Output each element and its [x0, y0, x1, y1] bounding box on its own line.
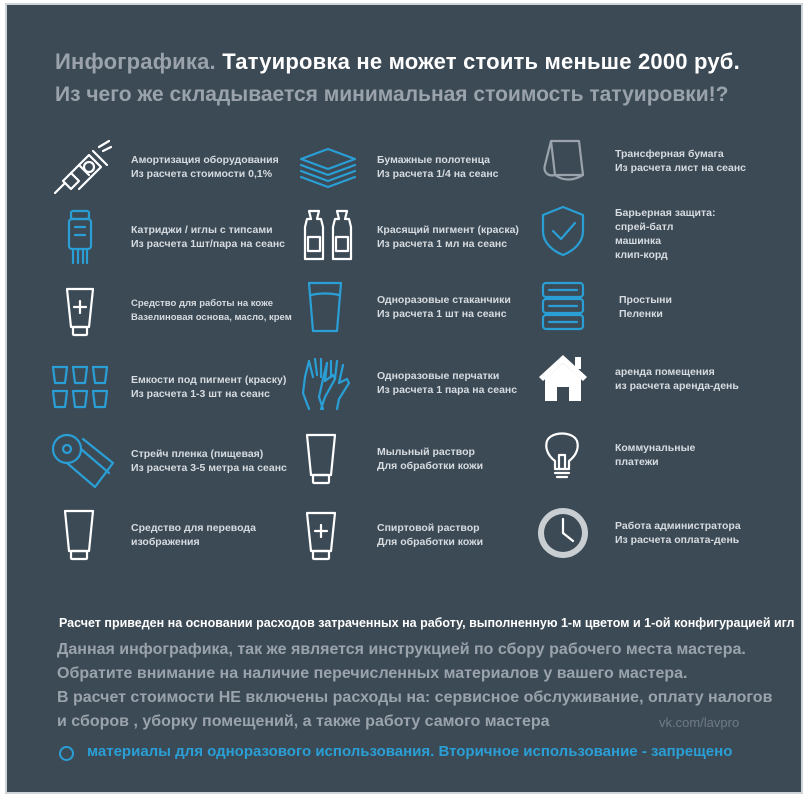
item-film: [49, 431, 304, 491]
shield-check-icon: [533, 201, 599, 261]
folded-sheets-icon: [533, 277, 599, 337]
paragraph-line: и сборов , уборку помещений, а также работу самого мастера: [57, 713, 550, 730]
item-barrier: [533, 201, 788, 267]
subtitle: Из чего же складывается минимальная стоимость татуировки!?: [55, 83, 729, 106]
item-text: Катриджи / иглы с типсами Из расчета 1шт/пара на сеанс: [131, 224, 286, 250]
item-towels: [295, 137, 550, 197]
item-text: Спиртовой раствор Для обработки кожи: [377, 522, 484, 548]
title-line: [55, 49, 740, 75]
paragraph-line: Данная инфографика, так же является инструкцией по сбору рабочего места мастера.: [57, 641, 746, 658]
item-text: Мыльный раствор Для обработки кожи: [377, 446, 484, 472]
ink-bottles-icon: [295, 207, 361, 267]
paper-towels-icon: [295, 137, 361, 197]
item-text: Трансферная бумага Из расчета лист на сеанс: [615, 148, 747, 174]
item-ink-caps: [49, 357, 304, 417]
item-gloves: [295, 353, 550, 413]
item-text: Средство для работы на коже Вазелиновая основа, масло, крем: [131, 298, 292, 323]
transfer-paper-icon: [533, 131, 599, 191]
cream-tube-icon: [49, 281, 115, 341]
legend-circle-icon: [59, 746, 74, 761]
item-text: Простыни Пеленки: [619, 294, 672, 320]
clock-icon: [533, 503, 599, 563]
item-text: Коммунальные платежи: [615, 442, 696, 468]
item-cartridges: [49, 207, 304, 267]
item-admin: [533, 503, 788, 563]
cartridge-icon: [49, 207, 115, 267]
stencil-tube-icon: [49, 505, 115, 565]
item-text: Емкости под пигмент (краску) Из расчета 1-3 шт на сеанс: [131, 374, 287, 400]
item-alcohol: [295, 505, 550, 565]
item-skin: [49, 281, 304, 341]
item-sheets: [533, 277, 788, 337]
item-text: Бумажные полотенца Из расчета 1/4 на сеанс: [377, 154, 499, 180]
paragraph-line: Обратите внимание на наличие перечисленных материалов у вашего мастера.: [57, 665, 688, 682]
item-text: Стрейч пленка (пищевая) Из расчета 3-5 метра на сеанс: [131, 448, 287, 474]
item-text: Одноразовые стаканчики Из расчета 1 шт на сеанс: [377, 294, 511, 320]
paragraph-line: В расчет стоимости НЕ включены расходы на: сервисное обслуживание, оплату налогов: [57, 689, 773, 706]
item-pigment: [295, 207, 550, 267]
item-transfer: [533, 131, 788, 191]
item-text: аренда помещения из расчета аренда-день: [615, 366, 739, 392]
item-equipment: [49, 137, 304, 197]
item-cups: [295, 277, 550, 337]
title-prefix: Инфографика.: [55, 49, 216, 74]
item-text: Одноразовые перчатки Из расчета 1 пара на сеанс: [377, 370, 518, 396]
source-link[interactable]: vk.com/lavpro: [659, 715, 740, 730]
item-text: Работа администратора Из расчета оплата-день: [615, 520, 741, 546]
house-icon: [533, 349, 599, 409]
film-roll-icon: [49, 431, 115, 491]
cup-icon: [295, 277, 361, 337]
item-text: Красящий пигмент (краска) Из расчета 1 мл на сеанс: [377, 224, 519, 250]
calculation-basis: Расчет приведен на основании расходов затраченных на работу, выполненную 1-м цветом и 1-ой конфигурацией игл: [59, 616, 795, 630]
title-main: Татуировка не может стоить меньше 2000 руб.: [222, 49, 740, 74]
legend-text: материалы для одноразового использования. Вторичное использование - запрещено: [87, 743, 733, 760]
item-utilities: [533, 425, 788, 485]
item-soap: [295, 429, 550, 489]
item-text: Средство для перевода изображения: [131, 522, 256, 548]
item-text: Амортизация оборудования Из расчета стоимости 0,1%: [131, 154, 279, 180]
infographic: [5, 3, 803, 794]
item-stencil: [49, 505, 304, 565]
light-bulb-icon: [533, 425, 599, 485]
tattoo-machine-icon: [49, 137, 115, 197]
ink-caps-icon: [49, 357, 115, 417]
item-text: Барьерная защита: спрей-батл машинка клип-корд: [615, 207, 716, 261]
soap-tube-icon: [295, 429, 361, 489]
gloves-icon: [295, 353, 361, 413]
item-rent: [533, 349, 788, 409]
alcohol-tube-icon: [295, 505, 361, 565]
